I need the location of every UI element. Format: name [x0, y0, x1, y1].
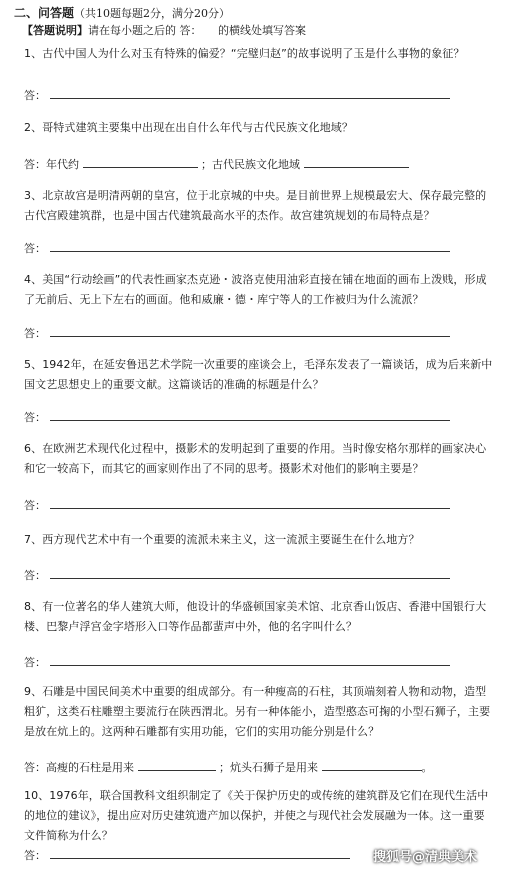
answer-label: 答：: [24, 499, 46, 512]
answer-blank[interactable]: [50, 653, 450, 666]
answer-4: [24, 324, 450, 341]
answer-label: 答：: [24, 242, 46, 255]
question-5: 5、1942年，在延安鲁迅艺术学院一次重要的座谈会上，毛泽东发表了一篇谈话，成为后来新中国文艺思想史上的重要文献。这篇谈话的准确的标题是什么？: [24, 358, 493, 391]
answer-mid-label: ；炕头石狮子是用来: [219, 761, 318, 774]
answer-end-mark: 。: [421, 761, 433, 774]
answer-blank[interactable]: [50, 408, 450, 421]
answer-9: [24, 758, 433, 775]
answer-1: [24, 86, 450, 103]
answer-blank[interactable]: [50, 496, 450, 509]
answer-label: 答：: [24, 656, 46, 669]
question-2: 2、哥特式建筑主要集中出现在出自什么年代与古代民族文化地域？: [24, 121, 353, 134]
answer-blank-region[interactable]: [304, 155, 409, 168]
answer-blank[interactable]: [50, 86, 450, 99]
answer-blank-year[interactable]: [83, 155, 198, 168]
answer-label: 答：: [24, 569, 46, 582]
question-8: 8、有一位著名的华人建筑大师，他设计的华盛顿国家美术馆、北京香山饭店、香港中国银行大楼、巴黎卢浮宫金字塔形入口等作品都蜚声中外，他的名字叫什么？: [24, 600, 487, 633]
answer-7: [24, 566, 450, 583]
answer-blank[interactable]: [50, 846, 350, 859]
question-6: 6、在欧洲艺术现代化过程中，摄影术的发明起到了重要的作用。当时像安格尔那样的画家决心和它一较高下，而其它的画家则作出了不同的思考。摄影术对他们的影响主要是？: [24, 442, 487, 475]
answer-mid-label: ；古代民族文化地域: [201, 158, 300, 171]
answer-6: [24, 496, 450, 513]
answer-10: [24, 846, 350, 863]
question-10: 10、1976年，联合国教科文组织制定了《关于保护历史的或传统的建筑群及它们在现代生活中的地位的建议》，提出应对历史建筑遗产加以保护，并使之与现代社会发展融为一体。这一重要文件简称为什么？: [24, 789, 489, 842]
answer-2: [24, 155, 409, 172]
section-subtitle: （共10题每题2分，满分20分）: [74, 7, 231, 20]
answer-8: [24, 653, 450, 670]
answer-label: 答：: [24, 327, 46, 340]
answer-5: [24, 408, 450, 425]
watermark: 搜狐号@清典美术: [373, 850, 478, 865]
question-9: 9、石雕是中国民间美术中重要的组成部分。有一种瘦高的石柱，其顶端刻着人物和动物，造型粗犷，这类石柱雕塑主要流行在陕西渭北。另有一种体能小，造型憨态可掬的小型石狮子，主要是放在炕上的。这两种石雕都有实用功能，它们的实用功能分别是什么？: [24, 685, 491, 738]
instruction-bracket: 【答题说明】: [22, 24, 88, 37]
question-7: 7、西方现代艺术中有一个重要的流派未来主义，这一流派主要诞生在什么地方？: [24, 533, 420, 546]
answer-blank-pillar[interactable]: [138, 758, 216, 771]
answer-instruction: [22, 22, 306, 38]
answer-blank-lion[interactable]: [322, 758, 422, 771]
question-1: 1、古代中国人为什么对玉有特殊的偏爱？“完璧归赵”的故事说明了玉是什么事物的象征？: [24, 47, 465, 60]
question-4: 4、美国“行动绘画”的代表性画家杰克逊・波洛克使用油彩直接在铺在地面的画布上泼贱，形成了无前后、无上下左右的画面。他和威廉・德・库宁等人的工作被归为什么流派？: [24, 273, 487, 306]
answer-3: [24, 239, 450, 256]
answer-label: 答：: [24, 411, 46, 424]
section-title-text: 二、问答题: [14, 6, 75, 20]
answer-blank[interactable]: [50, 324, 450, 337]
instruction-text: 请在每小题之后的 答： 的横线处填写答案: [88, 24, 306, 37]
answer-label: 答：: [24, 849, 46, 862]
answer-blank[interactable]: [50, 566, 450, 579]
section-title: [14, 4, 230, 21]
question-3: 3、北京故宫是明清两朝的皇宫，位于北京城的中央。是目前世界上规模最宏大、保存最完整的古代宫殿建筑群，也是中国古代建筑最高水平的杰作。故宫建筑规划的布局特点是？: [24, 189, 487, 222]
answer-label: 答：年代约: [24, 158, 79, 171]
answer-blank[interactable]: [50, 239, 450, 252]
answer-label: 答：高瘦的石柱是用来: [24, 761, 134, 774]
answer-label: 答：: [24, 89, 46, 102]
